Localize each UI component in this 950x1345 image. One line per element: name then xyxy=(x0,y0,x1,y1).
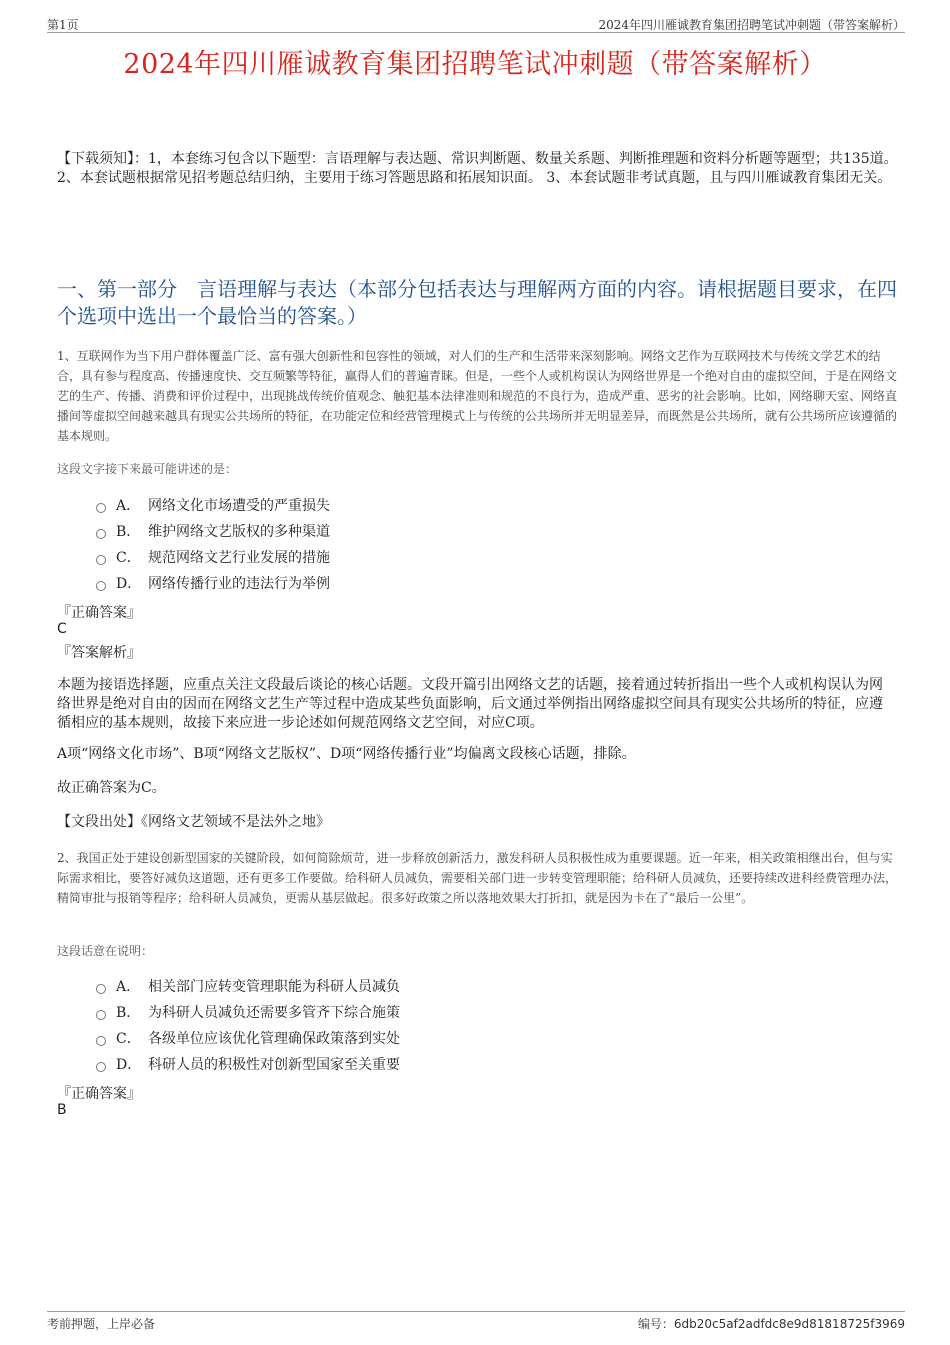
option-text: 维护网络文艺版权的多种渠道 xyxy=(148,524,330,540)
answer-value: C xyxy=(57,621,67,637)
radio-icon[interactable] xyxy=(96,529,106,539)
question-1-prompt: 这段文字接下来最可能讲述的是： xyxy=(57,462,238,476)
question-2-text: 2、我国正处于建设创新型国家的关键阶段，如何简除烦苛，进一步释放创新活力，激发科研人员积极性成为重要课题。近一年来，相关政策相继出台，但与实际需求相比，要答好减负这道题，还有更多工作要做。给科研人员减负，需要相关部门进一步转变管理职能；给科研人员减负，还要持续改进科经费管理办法，精简审批与报销等程序；给科研人员减负，更需从基层做起。很多好政策之所以落地效果大打折扣，就是因为卡在了“最后一公里”。 xyxy=(57,851,898,905)
option-text: 科研人员的积极性对创新型国家至关重要 xyxy=(148,1057,400,1073)
option-text: 各级单位应该优化管理确保政策落到实处 xyxy=(148,1031,400,1047)
option-text: 为科研人员减负还需要多管齐下综合施策 xyxy=(148,1005,400,1021)
radio-icon[interactable] xyxy=(96,555,106,565)
option-c[interactable] xyxy=(96,544,696,570)
footer-code xyxy=(638,1315,905,1332)
option-d[interactable] xyxy=(96,570,696,596)
radio-icon[interactable] xyxy=(96,1036,106,1046)
option-letter: B． xyxy=(116,1005,141,1021)
option-text: 规范网络文艺行业发展的措施 xyxy=(148,550,330,566)
footer-code-value: 6db20c5af2adfdc8e9d81818725f3969 xyxy=(673,1317,905,1331)
option-b[interactable] xyxy=(96,518,696,544)
option-text: 相关部门应转变管理职能为科研人员减负 xyxy=(148,979,400,995)
option-text: 网络文化市场遭受的严重损失 xyxy=(148,498,330,514)
option-letter: A． xyxy=(116,979,141,995)
radio-icon[interactable] xyxy=(96,503,106,513)
radio-icon[interactable] xyxy=(96,1010,106,1020)
option-text: 网络传播行业的违法行为举例 xyxy=(148,576,330,592)
option-letter: A． xyxy=(116,498,141,514)
option-c[interactable] xyxy=(96,1025,696,1051)
radio-icon[interactable] xyxy=(96,581,106,591)
download-notice: 【下载须知】：1，本套练习包含以下题型：言语理解与表达题、常识判断题、数量关系题、判断推理题和资料分析题等题型；共135道。 2、本套试题根据常见招考题总结归纳，主要用于练习答题思路和拓展知识面。 3、本套试题非考试真题，且与四川雁诚教育集团无关。 xyxy=(57,151,898,186)
option-letter: C． xyxy=(116,1031,141,1047)
option-letter: D． xyxy=(116,1057,142,1073)
question-1-text: 1、互联网作为当下用户群体覆盖广泛、富有强大创新性和包容性的领域，对人们的生产和生活带来深刻影响。网络文艺作为互联网技术与传统文学艺术的结合，具有参与程度高、传播速度快、交互频繁等特征，赢得人们的普遍青睐。但是，一些个人或机构误认为网络世界是一个绝对自由的虚拟空间，于是在网络文艺的生产、传播、消费和评价过程中，出现挑战传统价值观念、触犯基本法律准则和规范的不良行为，造成严重、恶劣的社会影响。比如，网络聊天室、网络直播间等虚拟空间越来越具有现实公共场所的特征，在功能定位和经营管理模式上与传统的公共场所并无明显差异，而既然是公共场所，就有公共场所应该遵循的基本规则。 xyxy=(57,349,898,443)
answer-value: B xyxy=(57,1102,67,1118)
analysis-source: 【文段出处】《网络文艺领域不是法外之地》 xyxy=(57,814,330,830)
answer-label: 『正确答案』 xyxy=(57,1086,141,1102)
analysis-paragraph: 本题为接语选择题，应重点关注文段最后谈论的核心话题。文段开篇引出网络文艺的话题，接着通过转折指出一些个人或机构误认为网络世界是绝对自由的因而在网络文艺生产等过程中造成某些负面影响，后文通过举例指出网络虚拟空间具有现实公共场所的特征，应遵循相应的基本规则，故接下来应进一步论述如何规范网络文艺空间，对应C项。 xyxy=(57,677,883,731)
analysis-label: 『答案解析』 xyxy=(57,645,141,661)
option-letter: C． xyxy=(116,550,141,566)
option-d[interactable] xyxy=(96,1051,696,1077)
footer-code-label: 编号： xyxy=(637,1317,674,1331)
question-1-options xyxy=(96,492,696,596)
option-letter: B． xyxy=(116,524,141,540)
header-doc-title: 2024年四川雁诚教育集团招聘笔试冲刺题（带答案解析） xyxy=(598,18,905,32)
radio-icon[interactable] xyxy=(96,984,106,994)
radio-icon[interactable] xyxy=(96,1062,106,1072)
analysis-conclusion: 故正确答案为C。 xyxy=(57,780,166,796)
page-number: 第1页 xyxy=(47,18,79,32)
page-header xyxy=(47,14,905,33)
option-letter: D． xyxy=(116,576,142,592)
option-a[interactable] xyxy=(96,492,696,518)
footer-slogan: 考前押题，上岸必备 xyxy=(47,1317,156,1331)
answer-label: 『正确答案』 xyxy=(57,605,141,621)
analysis-paragraph: A项“网络文化市场”、B项“网络文艺版权”、D项“网络传播行业”均偏离文段核心话题，排除。 xyxy=(57,746,636,762)
page-footer xyxy=(47,1311,905,1332)
option-b[interactable] xyxy=(96,999,696,1025)
option-a[interactable] xyxy=(96,973,696,999)
question-2-prompt: 这段话意在说明： xyxy=(57,944,154,958)
question-2-options xyxy=(96,973,696,1077)
document-title: 2024年四川雁诚教育集团招聘笔试冲刺题（带答案解析） xyxy=(123,49,827,80)
section-heading: 一、第一部分 言语理解与表达（本部分包括表达与理解两方面的内容。请根据题目要求，在四个选项中选出一个最恰当的答案。） xyxy=(57,277,897,328)
